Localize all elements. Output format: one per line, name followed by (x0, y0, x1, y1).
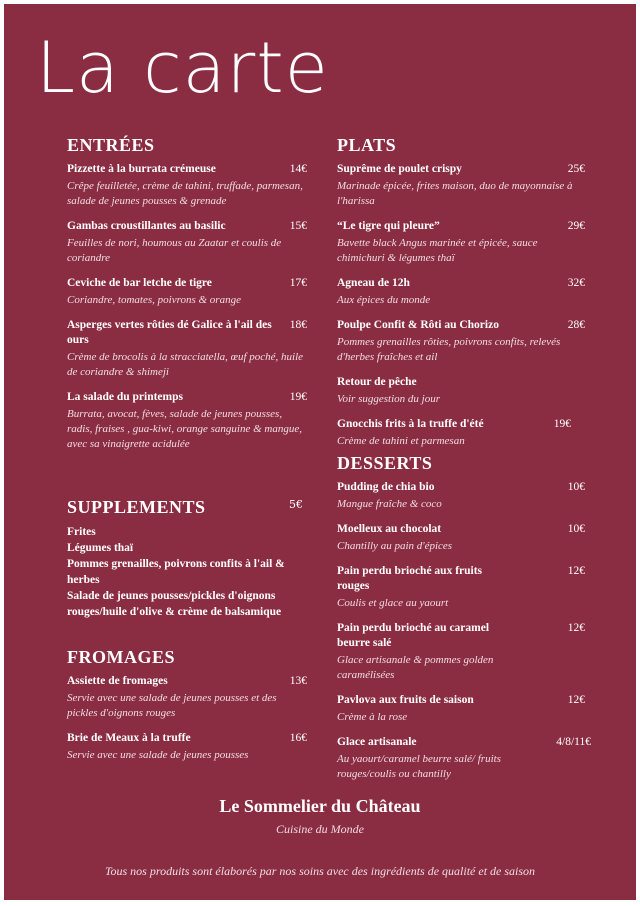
item-description: Servie avec une salade de jeunes pousses (67, 749, 249, 761)
menu-item (337, 621, 585, 683)
menu-item (67, 731, 307, 763)
supplement-item: Frites (67, 526, 96, 538)
item-name: Gnocchis frits à la truffe d'été (337, 418, 484, 430)
item-price: 10€ (567, 523, 585, 535)
item-price: 12€ (567, 565, 585, 577)
item-description: Crème de tahini et parmesan (337, 435, 465, 447)
item-description: Burrata, avocat, fèves, salade de jeunes pousses, radis, fraises , gua-kiwi, orange sanguine & mangue, avec sa vinaigrette acidulée (67, 408, 302, 450)
menu-item (67, 162, 307, 209)
menu-item (67, 390, 307, 452)
item-name: Glace artisanale (337, 736, 417, 748)
supplement-item: Pommes grenailles, poivrons confits à l'ail & herbes (67, 558, 285, 586)
item-name: Pizzette à la burrata crémeuse (67, 163, 216, 175)
item-price: 19€ (553, 418, 571, 430)
item-description: Coulis et glace au yaourt (337, 597, 449, 609)
item-name: Suprême de poulet crispy (337, 163, 462, 175)
item-description: Pommes grenailles rôties, poivrons confits, relevés d'herbes fraîches et ail (337, 336, 561, 363)
item-description: Voir suggestion du jour (337, 393, 440, 405)
menu-item (337, 276, 585, 308)
restaurant-name: Le Sommelier du Château (219, 796, 421, 816)
item-price: 16€ (289, 732, 307, 744)
restaurant-subtitle: Cuisine du Monde (276, 822, 364, 836)
item-description: Servie avec une salade de jeunes pousses et des pickles d'oignons rouges (67, 692, 277, 719)
menu-item (67, 674, 307, 721)
menu-title: La carte (36, 27, 329, 109)
item-description: Feuilles de nori, houmous au Zaatar et coulis de coriandre (67, 237, 282, 264)
section-title: SUPPLEMENTS (67, 497, 206, 517)
menu-item (337, 522, 585, 554)
item-description: Chantilly au pain d'épices (337, 540, 453, 552)
item-name: Pain perdu brioché aux fruits rouges (337, 565, 483, 592)
supplements-price: 5€ (289, 498, 303, 511)
section-entrees (67, 134, 307, 496)
section-title: FROMAGES (67, 647, 176, 667)
supplement-item: Légumes thaï (67, 542, 134, 554)
item-description: Bavette black Angus marinée et épicée, sauce chimichuri & légumes thaï (337, 237, 538, 264)
menu-item (337, 564, 585, 611)
menu-item (67, 276, 307, 308)
item-price: 28€ (567, 319, 585, 331)
item-name: Ceviche de bar letche de tigre (67, 277, 212, 289)
item-price: 14€ (289, 163, 307, 175)
left-column (67, 134, 307, 773)
section-title: PLATS (337, 135, 397, 155)
menu-item (67, 318, 307, 380)
item-price: 12€ (567, 694, 585, 706)
item-price: 32€ (567, 277, 585, 289)
item-price: 29€ (567, 220, 585, 232)
item-description: Au yaourt/caramel beurre salé/ fruits rouges/coulis ou chantilly (337, 753, 501, 780)
item-description: Marinade épicée, frites maison, duo de mayonnaise à l'harissa (337, 180, 573, 207)
item-name: Assiette de fromages (67, 675, 168, 687)
item-name: “Le tigre qui pleure” (337, 220, 440, 232)
menu-item (337, 162, 585, 209)
item-name: Poulpe Confit & Rôti au Chorizo (337, 319, 499, 331)
section-fromages (67, 646, 307, 763)
menu-item (337, 417, 585, 449)
menu-item (337, 219, 585, 266)
section-title: DESSERTS (337, 453, 433, 473)
item-name: La salade du printemps (67, 391, 183, 403)
menu-item (337, 693, 585, 725)
supplements-list (67, 524, 307, 620)
item-description: Glace artisanale & pommes golden caramélisées (337, 654, 494, 681)
supplement-item: Salade de jeunes pousses/pickles d'oignons rouges/huile d'olive & crème de balsamique (67, 590, 282, 618)
item-price: 25€ (567, 163, 585, 175)
item-price: 17€ (289, 277, 307, 289)
item-price: 10€ (567, 481, 585, 493)
item-description: Crème à la rose (337, 711, 408, 723)
item-price: 12€ (567, 622, 585, 634)
right-column (337, 134, 591, 792)
item-name: Agneau de 12h (337, 277, 410, 289)
section-desserts (337, 452, 591, 782)
item-name: Pain perdu brioché au caramel beurre salé (337, 622, 490, 649)
menu-item (337, 735, 591, 782)
item-price: 13€ (289, 675, 307, 687)
item-name: Gambas croustillantes au basilic (67, 220, 226, 232)
item-name: Pavlova aux fruits de saison (337, 694, 474, 706)
item-description: Mangue fraîche & coco (337, 498, 442, 510)
item-description: Aux épices du monde (337, 294, 431, 306)
item-price: 19€ (289, 391, 307, 403)
item-name: Moelleux au chocolat (337, 523, 442, 535)
item-description: Crêpe feuilletée, crème de tahini, truffade, parmesan, salade de jeunes pousses & grenade (67, 180, 303, 207)
item-price: 18€ (289, 319, 307, 331)
menu-item (337, 318, 585, 365)
section-supplements (67, 496, 307, 646)
item-description: Crème de brocolis à la stracciatella, œuf poché, huile de coriandre & shimeji (67, 351, 304, 378)
item-name: Brie de Meaux à la truffe (67, 732, 191, 744)
item-price: 4/8/11€ (556, 736, 591, 748)
item-name: Asperges vertes rôties dé Galice à l'ail des ours (67, 319, 272, 346)
section-title: ENTRÉES (67, 135, 155, 155)
item-name: Retour de pêche (337, 376, 417, 388)
menu-page (4, 4, 636, 900)
menu-item (67, 219, 307, 266)
item-description: Coriandre, tomates, poivrons & orange (67, 294, 241, 306)
item-name: Pudding de chia bio (337, 481, 435, 493)
menu-item (337, 375, 585, 407)
footer-note: Tous nos produits sont élaborés par nos soins avec des ingrédients de qualité et de saison (104, 864, 536, 878)
menu-item (337, 480, 585, 512)
item-price: 15€ (289, 220, 307, 232)
section-plats (337, 134, 585, 452)
